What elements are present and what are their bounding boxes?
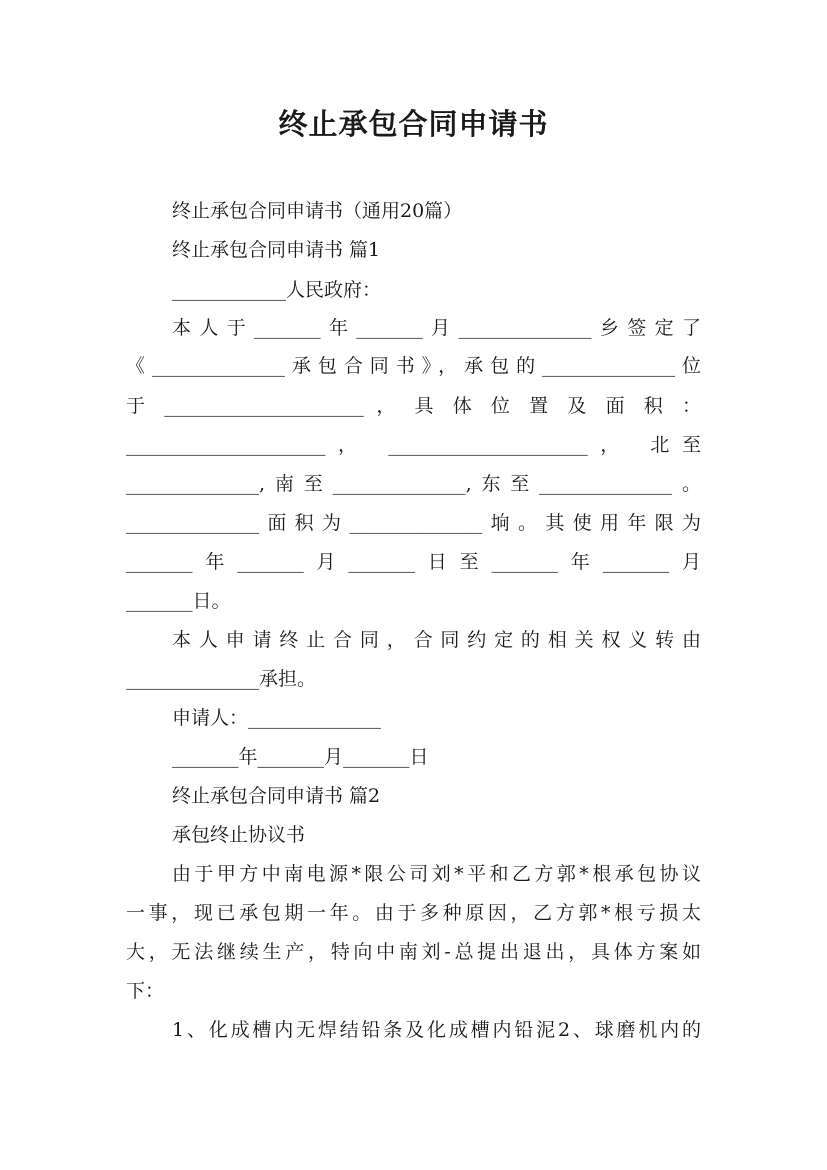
paragraph-line: _______年_______月_______日至_______年_______月 xyxy=(126,551,701,573)
paragraph-line: ______________,南至______________,东至______________。 xyxy=(126,473,701,495)
paragraph-line: ______________承担。 xyxy=(126,668,317,690)
paragraph-line: ______________面积为______________垧。其使用年限为 xyxy=(126,512,701,534)
paragraph-line: _______日。 xyxy=(126,590,231,612)
subheading-line: 承包终止协议书 xyxy=(172,824,306,846)
paragraph-line: _____________________， _____________________， 北至 xyxy=(126,434,701,456)
applicant-line: 申请人：______________ xyxy=(172,707,382,729)
paragraph-line: 《______________承包合同书》，承包的______________位 xyxy=(126,355,701,377)
subtitle-line: 终止承包合同申请书（通用20篇） xyxy=(172,200,463,222)
paragraph-line: 1、化成槽内无焊结铅条及化成槽内铅泥2、球磨机内的 xyxy=(172,1019,701,1041)
paragraph-line: 本人于_______年_______月______________乡签定了 xyxy=(172,317,701,339)
addressee-line: ____________人民政府： xyxy=(172,279,382,301)
document-title: 终止承包合同申请书 xyxy=(278,107,549,141)
paragraph-line: 大，无法继续生产，特向中南刘-总提出退出，具体方案如 xyxy=(126,941,701,963)
paragraph-line: 本人申请终止合同，合同约定的相关权义转由 xyxy=(172,629,701,651)
section-heading-2: 终止承包合同申请书 篇2 xyxy=(172,785,381,807)
paragraph-line: 下： xyxy=(126,980,165,1002)
paragraph-line: 于 _____________________ ， 具 体 位 置 及 面 积 ： xyxy=(126,395,701,417)
paragraph-line: 由于甲方中南电源*限公司刘*平和乙方郭*根承包协议 xyxy=(172,863,701,885)
paragraph-line: 一事，现已承包期一年。由于多种原因，乙方郭*根亏损太 xyxy=(126,902,701,924)
date-line: _______年_______月_______日 xyxy=(172,746,429,768)
section-heading-1: 终止承包合同申请书 篇1 xyxy=(172,239,381,261)
